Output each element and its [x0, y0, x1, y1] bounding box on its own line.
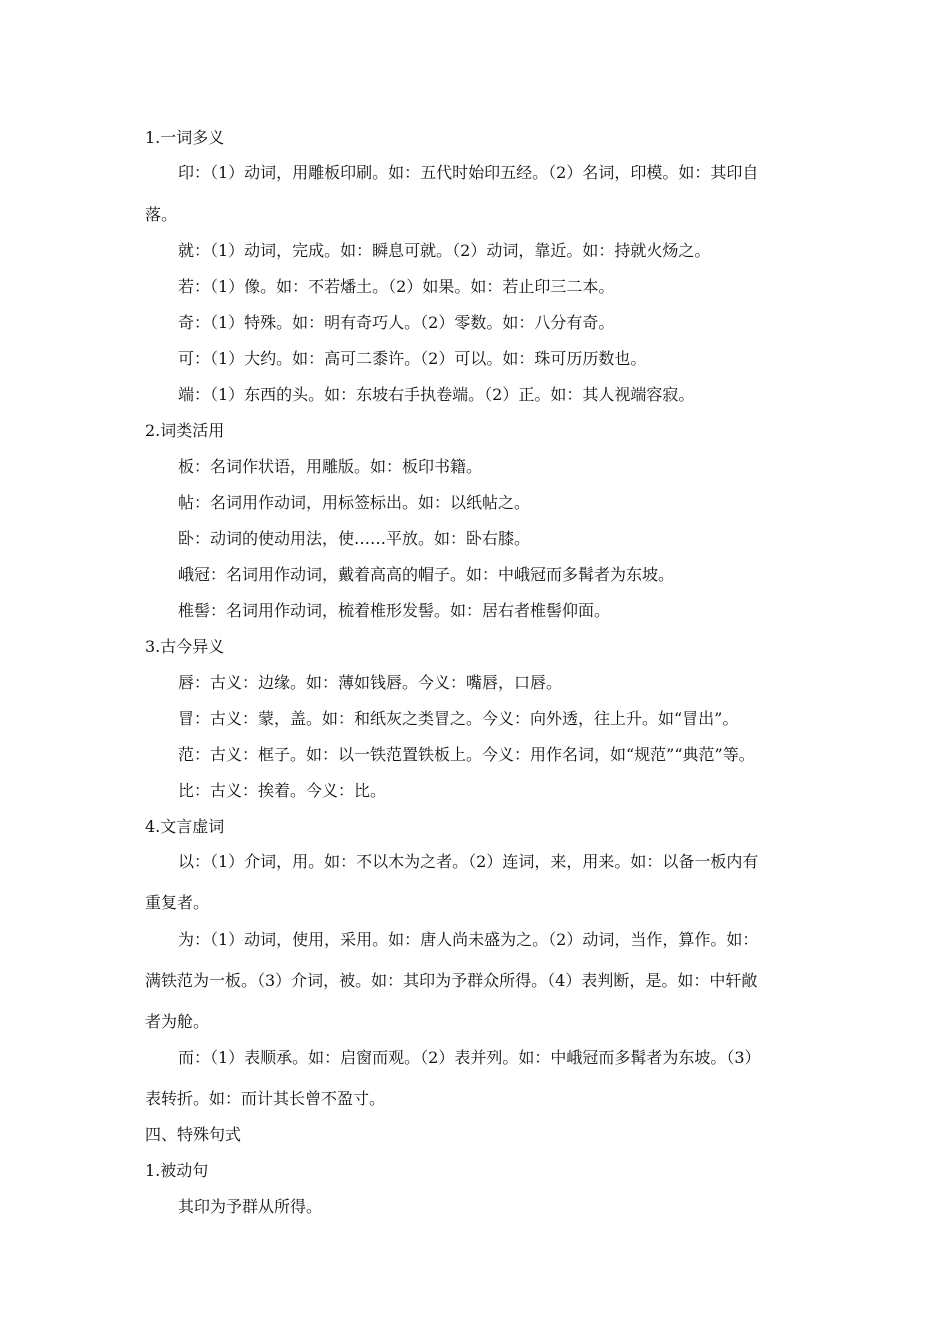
entry-line: 可：（1）大约。如：高可二黍许。（2）可以。如：珠可历历数也。	[178, 349, 647, 368]
section-heading: 1.一词多义	[145, 128, 225, 147]
entry-line: 比：古义：挨着。今义：比。	[178, 781, 387, 800]
entry-line: 冒：古义：蒙，盖。如：和纸灰之类冒之。今义：向外透，往上升。如“冒出”。	[178, 709, 739, 728]
entry-line: 端：（1）东西的头。如：东坡右手执卷端。（2）正。如：其人视端容寂。	[178, 385, 695, 404]
entry-line: 就：（1）动词，完成。如：瞬息可就。（2）动词，靠近。如：持就火炀之。	[178, 241, 711, 260]
entry-continuation: 重复者。	[145, 893, 210, 912]
entry-continuation: 落。	[145, 205, 178, 224]
entry-line: 卧：动词的使动用法，使……平放。如：卧右膝。	[178, 529, 531, 548]
entry-continuation: 表转折。如：而计其长曾不盈寸。	[145, 1089, 386, 1108]
entry-line: 以：（1）介词，用。如：不以木为之者。（2）连词，来，用来。如：以备一板内有	[178, 852, 759, 871]
section-heading: 3.古今异义	[145, 637, 225, 656]
entry-line: 板：名词作状语，用雕版。如：板印书籍。	[178, 457, 483, 476]
entry-line: 范：古义：框子。如：以一铁范置铁板上。今义：用作名词，如“规范”“典范”等。	[178, 745, 755, 764]
section-heading: 1.被动句	[145, 1161, 209, 1180]
entry-continuation: 满铁范为一板。（3）介词，被。如：其印为予群众所得。（4）表判断，是。如：中轩敞	[145, 971, 758, 990]
entry-line: 为：（1）动词，使用，采用。如：唐人尚未盛为之。（2）动词，当作，算作。如：	[178, 930, 759, 949]
section-heading: 2.词类活用	[145, 421, 225, 440]
entry-line: 而：（1）表顺承。如：启窗而观。（2）表并列。如：中峨冠而多髯者为东坡。（3）	[178, 1048, 761, 1067]
entry-line: 若：（1）像。如：不若燔土。（2）如果。如：若止印三二本。	[178, 277, 615, 296]
entry-line: 帖：名词用作动词，用标签标出。如：以纸帖之。	[178, 493, 531, 512]
entry-line: 印：（1）动词，用雕板印刷。如：五代时始印五经。（2）名词，印模。如：其印自	[178, 163, 759, 182]
entry-continuation: 者为舱。	[145, 1012, 210, 1031]
section-heading: 四、特殊句式	[145, 1125, 242, 1144]
entry-line: 其印为予群从所得。	[178, 1197, 323, 1216]
entry-line: 奇：（1）特殊。如：明有奇巧人。（2）零数。如：八分有奇。	[178, 313, 615, 332]
entry-line: 椎髻：名词用作动词，梳着椎形发髻。如：居右者椎髻仰面。	[178, 601, 611, 620]
entry-line: 峨冠：名词用作动词，戴着高高的帽子。如：中峨冠而多髯者为东坡。	[178, 565, 675, 584]
entry-line: 唇：古义：边缘。如：薄如钱唇。今义：嘴唇，口唇。	[178, 673, 563, 692]
section-heading: 4.文言虚词	[145, 817, 225, 836]
